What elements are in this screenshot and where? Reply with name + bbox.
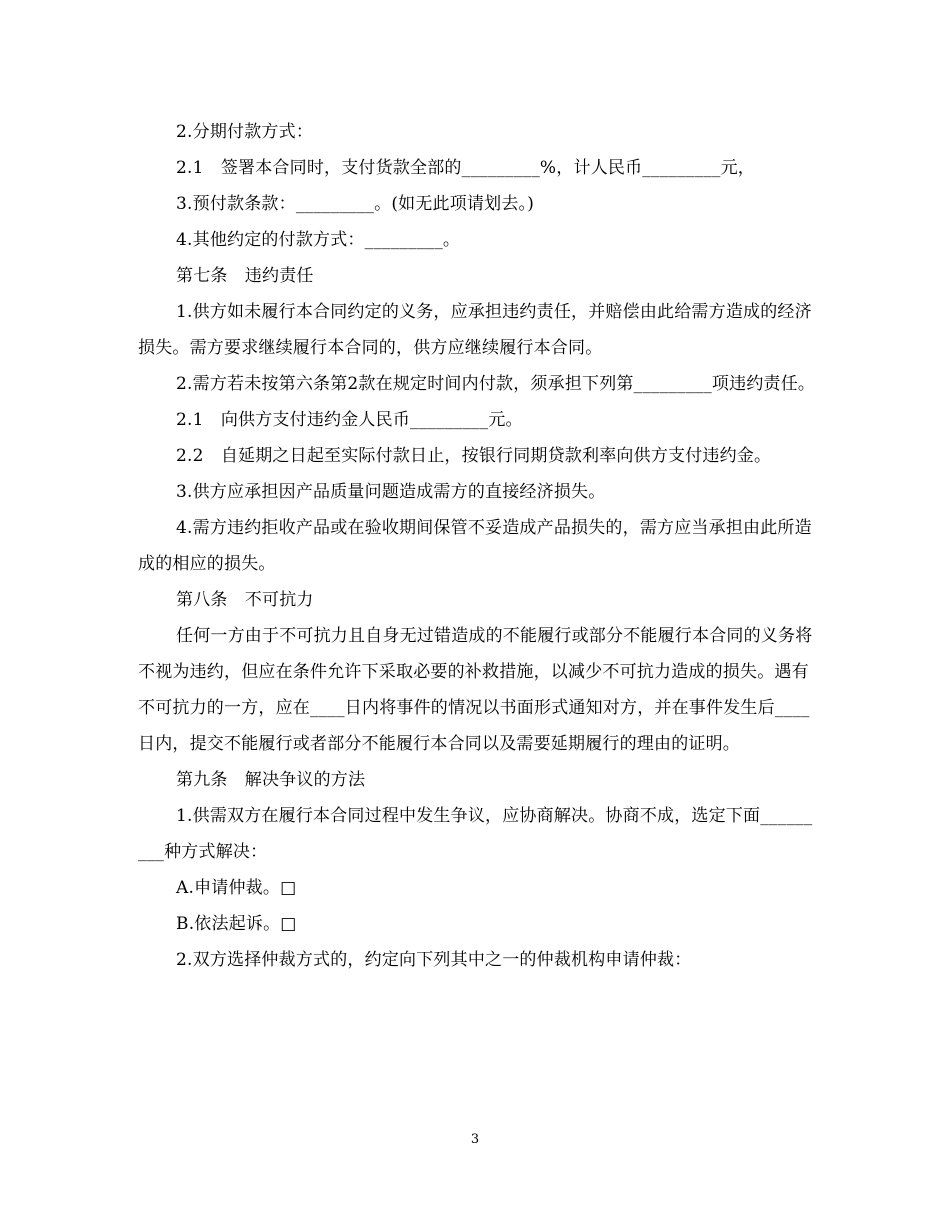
force-majeure-clause: 任何一方由于不可抗力且自身无过错造成的不能履行或部分不能履行本合同的义务将不视为违约，但应在条件允许下采取必要的补救措施，以减少不可抗力造成的损失。遇有不可抗力的一方，应在____日内将事件的情况以书面形式通知对方，并在事件发生后____日内，提交不能履行或者部分不能履行本合同以及需要延期履行的理由的证明。 — [138, 626, 813, 754]
breach-clause-1: 1.供方如未履行本合同约定的义务，应承担违约责任，并赔偿由此给需方造成的经济损失。需方要求继续履行本合同的，供方应继续履行本合同。 — [138, 302, 812, 358]
document-body — [138, 114, 818, 978]
breach-clause-2-1: 2.1 向供方支付违约金人民币_________元。 — [176, 410, 523, 430]
dispute-clause-1: 1.供需双方在履行本合同过程中发生争议，应协商解决。协商不成，选定下面_________种方式解决： — [138, 806, 813, 862]
dispute-option-a: A.申请仲裁。□ — [176, 878, 297, 898]
dispute-option-b: B.依法起诉。□ — [176, 914, 297, 934]
installment-clause-2-1: 2.1 签署本合同时，支付货款全部的_________%，计人民币_________元， — [176, 158, 755, 178]
article-9-title: 第九条 解决争议的方法 — [176, 770, 366, 790]
breach-clause-3: 3.供方应承担因产品质量问题造成需方的直接经济损失。 — [176, 482, 606, 502]
breach-clause-2: 2.需方若未按第六条第2款在规定时间内付款，须承担下列第_________项违约责任。 — [176, 374, 816, 394]
article-7-title: 第七条 违约责任 — [176, 266, 314, 286]
breach-clause-4: 4.需方违约拒收产品或在验收期间保管不妥造成产品损失的，需方应当承担由此所造成的相应的损失。 — [138, 518, 812, 574]
page-number: 3 — [470, 1132, 480, 1147]
breach-clause-2-2: 2.2 自延期之日起至实际付款日止，按银行同期贷款利率向供方支付违约金。 — [176, 446, 772, 466]
article-8-title: 第八条 不可抗力 — [176, 590, 314, 610]
prepayment-clause: 3.预付款条款：_________。(如无此项请划去。) — [176, 194, 535, 214]
installment-payment-heading: 2.分期付款方式： — [176, 122, 314, 142]
other-payment-clause: 4.其他约定的付款方式：_________。 — [176, 230, 461, 250]
dispute-clause-2: 2.双方选择仲裁方式的，约定向下列其中之一的仲裁机构申请仲裁： — [176, 950, 692, 970]
